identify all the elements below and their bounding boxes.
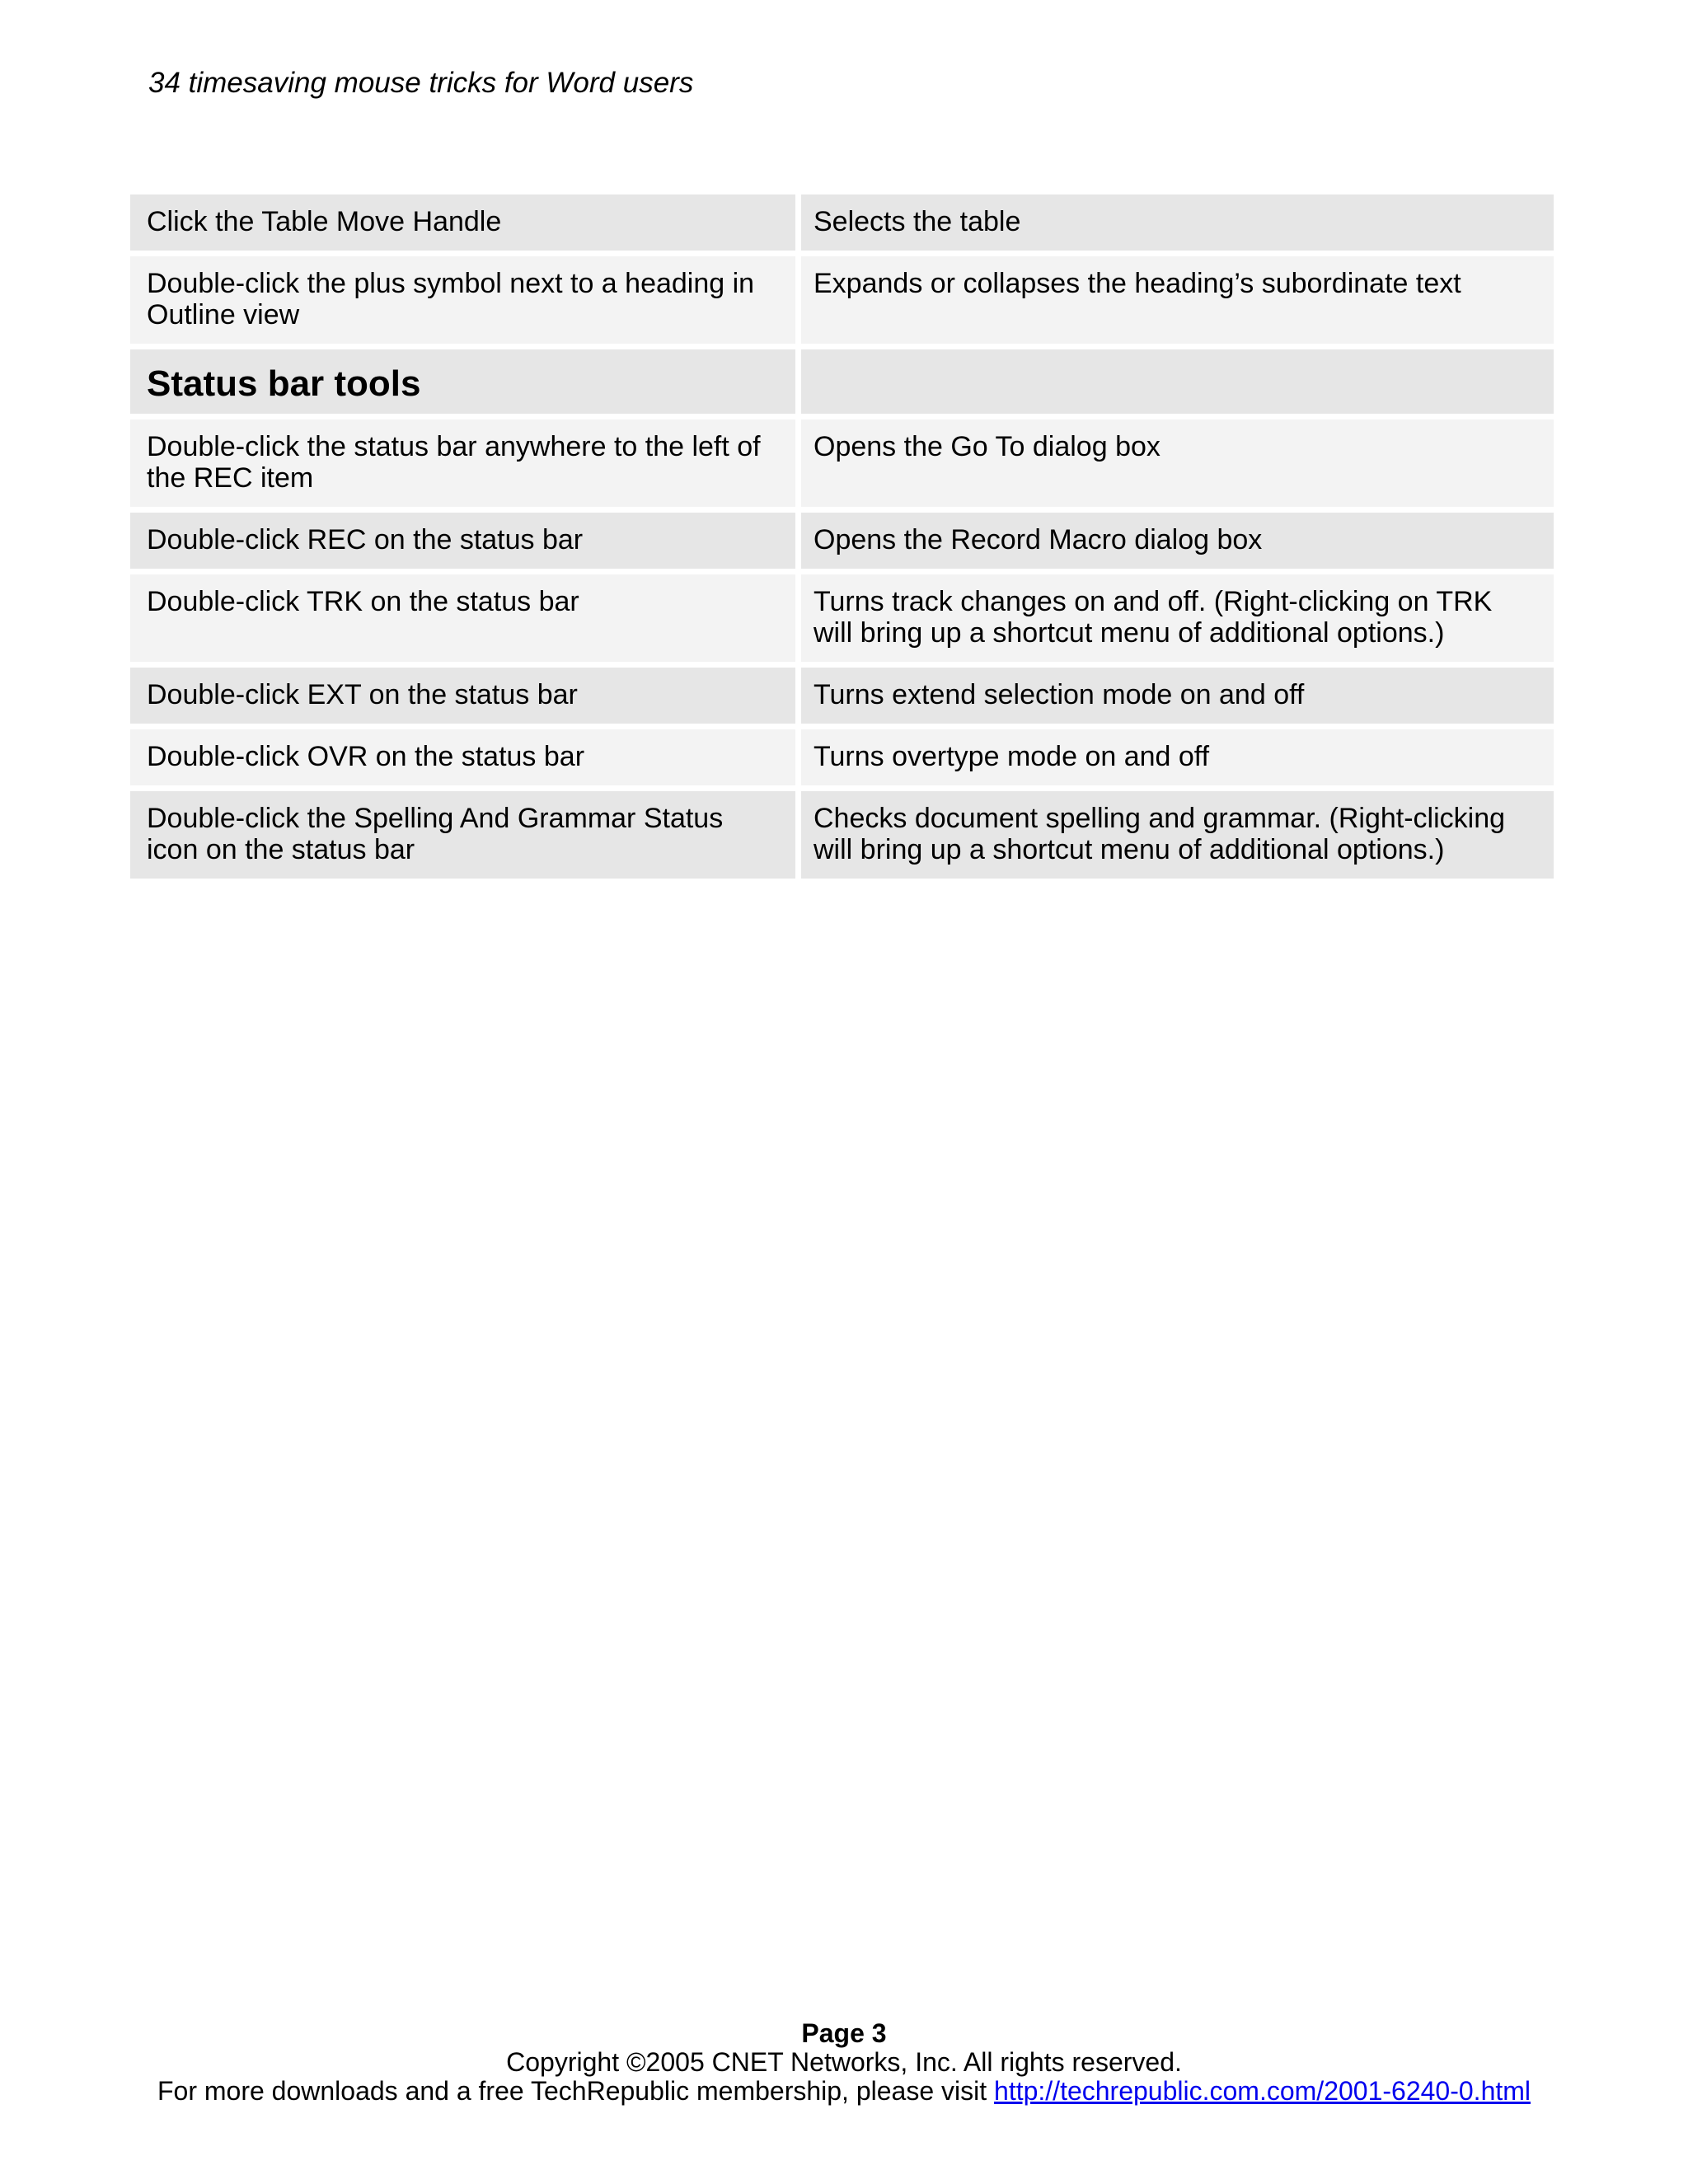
- result-cell: Selects the table: [801, 194, 1554, 251]
- table-row: [130, 791, 1554, 879]
- result-cell: Turns overtype mode on and off: [801, 729, 1554, 785]
- action-cell: Double-click the Spelling And Grammar Status icon on the status bar: [130, 791, 795, 879]
- table-row: [130, 513, 1554, 569]
- action-cell: Double-click TRK on the status bar: [130, 574, 795, 662]
- action-cell: Click the Table Move Handle: [130, 194, 795, 251]
- page-footer: [0, 2019, 1688, 2106]
- table-row: [130, 194, 1554, 251]
- techrepublic-link[interactable]: http://techrepublic.com.com/2001-6240-0.html: [994, 2076, 1531, 2106]
- table-row: [130, 729, 1554, 785]
- action-cell: Double-click REC on the status bar: [130, 513, 795, 569]
- action-cell: Double-click the status bar anywhere to the left of the REC item: [130, 419, 795, 507]
- table-row: [130, 574, 1554, 662]
- section-heading-row: [130, 349, 1554, 414]
- section-heading-empty-cell: [801, 349, 1554, 414]
- table-row: [130, 668, 1554, 724]
- action-cell: Double-click OVR on the status bar: [130, 729, 795, 785]
- result-cell: Turns track changes on and off. (Right-clicking on TRK will bring up a shortcut menu of additional options.): [801, 574, 1554, 662]
- copyright-notice: Copyright ©2005 CNET Networks, Inc. All rights reserved.: [506, 2047, 1182, 2077]
- result-cell: Opens the Go To dialog box: [801, 419, 1554, 507]
- page-number: Page 3: [801, 2018, 887, 2048]
- table-row: [130, 256, 1554, 344]
- table-row: [130, 419, 1554, 507]
- result-cell: Opens the Record Macro dialog box: [801, 513, 1554, 569]
- mouse-tricks-table-body: [130, 194, 1554, 879]
- action-cell: Double-click EXT on the status bar: [130, 668, 795, 724]
- action-cell: Double-click the plus symbol next to a heading in Outline view: [130, 256, 795, 344]
- mouse-tricks-table: [124, 189, 1559, 884]
- document-header-title: 34 timesaving mouse tricks for Word users: [148, 67, 694, 99]
- footer-visit-line: [0, 2077, 1688, 2106]
- result-cell: Turns extend selection mode on and off: [801, 668, 1554, 724]
- section-heading: Status bar tools: [130, 349, 795, 414]
- footer-visit-text: For more downloads and a free TechRepublic membership, please visit: [157, 2076, 995, 2106]
- result-cell: Checks document spelling and grammar. (Right-clicking will bring up a shortcut menu of additional options.): [801, 791, 1554, 879]
- result-cell: Expands or collapses the heading’s subordinate text: [801, 256, 1554, 344]
